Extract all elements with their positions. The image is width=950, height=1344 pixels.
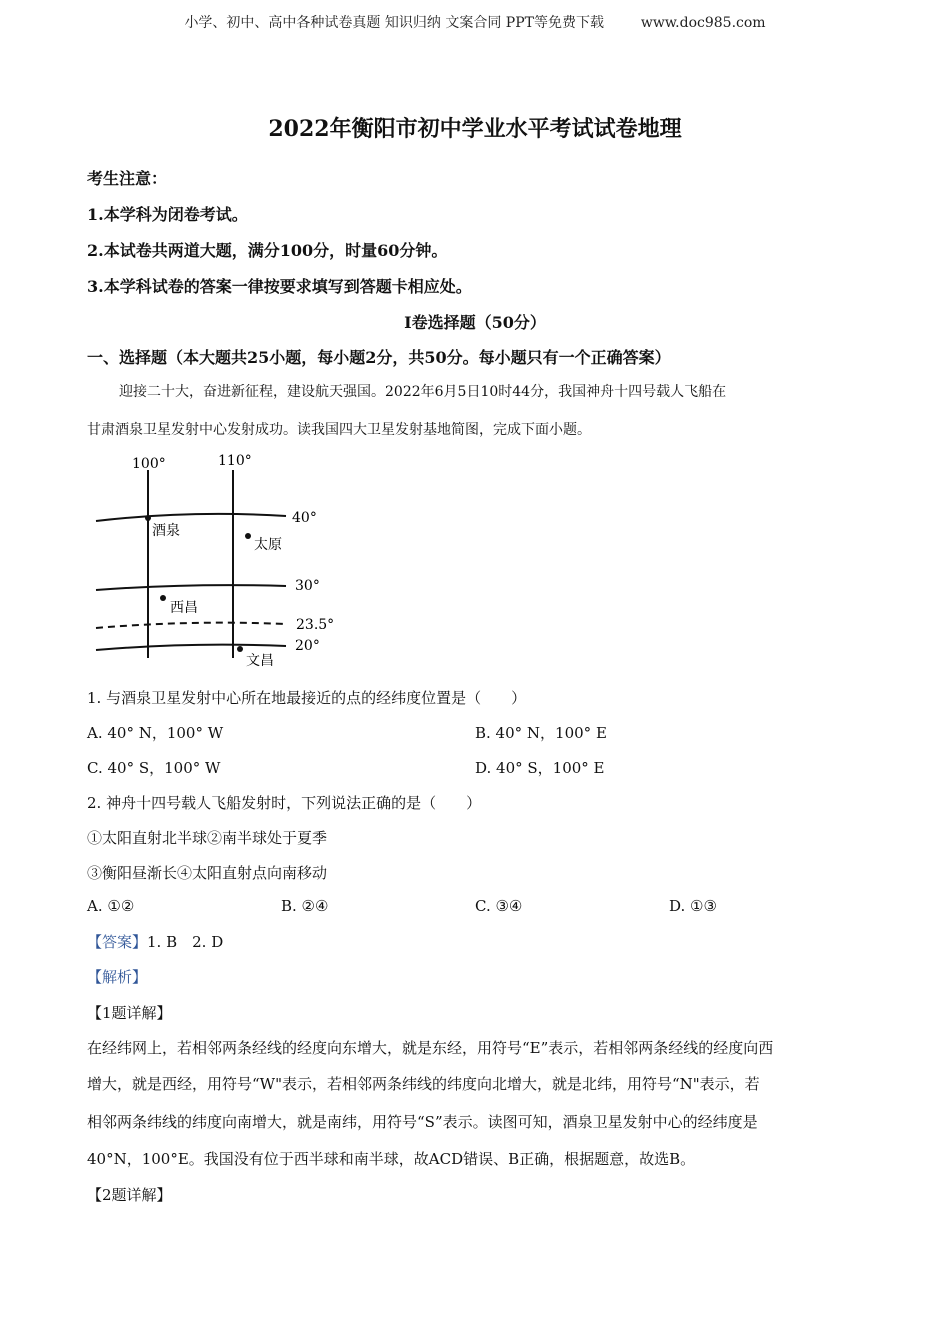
answer-value: 1. B 2. D xyxy=(147,933,224,951)
lat-label-30: 30° xyxy=(295,578,320,594)
notice-item-2: 2.本试卷共两道大题，满分100分，时量60分钟。 xyxy=(87,241,448,260)
detail1-line-3: 相邻两条纬线的纬度向南增大，就是南纬，用符号“S”表示。读图可知，酒泉卫星发射中心的经纬度是 xyxy=(87,1113,758,1131)
q1-option-a: A. 40° N，100° W xyxy=(87,724,224,742)
q2-option-a: A. ①② xyxy=(87,897,135,915)
q1-option-d: D. 40° S，100° E xyxy=(475,759,605,777)
detail1-line-2: 增大，就是西经，用符号“W"表示，若相邻两条纬线的纬度向北增大，就是北纬，用符号“N"表示，若 xyxy=(87,1075,760,1093)
q2-option-c: C. ③④ xyxy=(475,897,523,915)
lat-label-40: 40° xyxy=(292,510,317,526)
q2-stem: 2. 神舟十四号载人飞船发射时，下列说法正确的是（ ） xyxy=(87,794,482,812)
answer-line xyxy=(87,931,223,952)
site-dot-jiuquan xyxy=(145,515,151,521)
q2-option-d: D. ①③ xyxy=(669,897,717,915)
detail1-line-4: 40°N，100°E。我国没有位于西半球和南半球，故ACD错误、B正确，根据题意，故选B。 xyxy=(87,1150,696,1168)
site-header xyxy=(0,12,950,32)
parallel-20 xyxy=(96,645,286,650)
site-dot-taiyuan xyxy=(245,533,251,539)
detail2-label: 【2题详解】 xyxy=(87,1186,172,1204)
lat-label-20: 20° xyxy=(295,638,320,654)
q2-statements-1: ①太阳直射北半球②南半球处于夏季 xyxy=(87,829,328,847)
lon-label-110: 110° xyxy=(218,453,252,469)
site-label-xichang: 西昌 xyxy=(170,600,198,616)
section1-title: 一、选择题（本大题共25小题，每小题2分，共50分。每小题只有一个正确答案） xyxy=(87,348,671,367)
parallel-40 xyxy=(96,514,286,521)
intro-line-1: 迎接二十大，奋进新征程，建设航天强国。2022年6月5日10时44分，我国神舟十四号载人飞船在 xyxy=(119,384,727,400)
part1-title: Ⅰ卷选择题（50分） xyxy=(404,313,546,332)
notice-item-1: 1.本学科为闭卷考试。 xyxy=(87,205,248,224)
answer-label: 【答案】 xyxy=(87,933,148,951)
launch-sites-map xyxy=(90,448,350,673)
page-title: 2022年衡阳市初中学业水平考试试卷地理 xyxy=(268,116,682,142)
intro-line-2: 甘肃酒泉卫星发射中心发射成功。读我国四大卫星发射基地简图，完成下面小题。 xyxy=(87,422,591,438)
header-website[interactable]: www.doc985.com xyxy=(640,15,766,31)
detail1-line-1: 在经纬网上，若相邻两条经线的经度向东增大，就是东经，用符号“E”表示，若相邻两条经线的经度向西 xyxy=(87,1039,774,1057)
header-banner: 小学、初中、高中各种试卷真题 知识归纳 文案合同 PPT等免费下载 xyxy=(184,15,604,31)
site-label-wenchang: 文昌 xyxy=(246,653,274,669)
q2-option-b: B. ②④ xyxy=(281,897,329,915)
lon-label-100: 100° xyxy=(132,456,166,472)
site-label-taiyuan: 太原 xyxy=(254,537,282,553)
analysis-label: 【解析】 xyxy=(87,968,148,986)
lat-label-23-5: 23.5° xyxy=(296,617,335,633)
parallel-30 xyxy=(96,585,286,590)
site-dot-wenchang xyxy=(237,646,243,652)
q1-option-c: C. 40° S，100° W xyxy=(87,759,221,777)
q2-statements-2: ③衡阳昼渐长④太阳直射点向南移动 xyxy=(87,864,328,882)
q1-option-b: B. 40° N，100° E xyxy=(475,724,607,742)
tropic-of-cancer xyxy=(96,623,286,628)
notice-item-3: 3.本学科试卷的答案一律按要求填写到答题卡相应处。 xyxy=(87,277,472,296)
site-dot-xichang xyxy=(160,595,166,601)
detail1-label: 【1题详解】 xyxy=(87,1004,172,1022)
notice-heading: 考生注意： xyxy=(87,169,168,188)
site-label-jiuquan: 酒泉 xyxy=(152,523,180,539)
q1-stem: 1. 与酒泉卫星发射中心所在地最接近的点的经纬度位置是（ ） xyxy=(87,689,527,707)
